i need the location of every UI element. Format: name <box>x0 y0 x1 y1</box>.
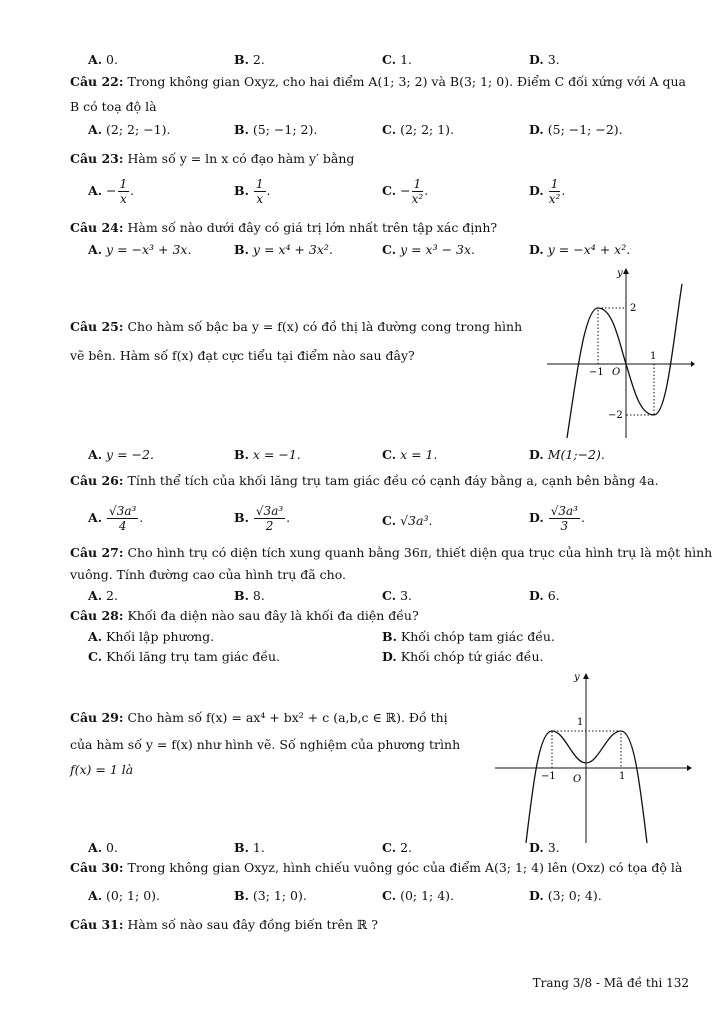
q31-stem: Câu 31: Hàm số nào sau đây đồng biến trên ℝ ? <box>70 917 378 932</box>
q29-option-d[interactable]: D. 3. <box>529 840 560 855</box>
q24-option-a[interactable]: A. y = −x³ + 3x. <box>88 242 192 257</box>
q26-stem: Câu 26: Tính thể tích của khối lăng trụ tam giác đều có cạnh đáy bằng a, cạnh bên bằng 4a. <box>70 473 659 488</box>
q27-stem-line2: vuông. Tính đường cao của hình trụ đã cho. <box>70 567 346 582</box>
q30-option-a[interactable]: A. (0; 1; 0). <box>88 888 161 903</box>
q25-label-y: y <box>617 268 623 279</box>
q29-stem-line3: f(x) = 1 là <box>70 762 134 777</box>
q25-stem-line2: vẽ bên. Hàm số f(x) đạt cực tiểu tại điểm nào sau đây? <box>70 348 415 363</box>
q28-option-c[interactable]: C. Khối lăng trụ tam giác đều. <box>88 649 281 664</box>
q22-option-d[interactable]: D. (5; −1; −2). <box>529 122 623 137</box>
q25-curve <box>567 284 682 438</box>
q25-label-o: O <box>612 367 621 378</box>
q24-stem: Câu 24: Hàm số nào dưới đây có giá trị lớn nhất trên tập xác định? <box>70 220 498 235</box>
q29-x-arrow <box>687 765 692 771</box>
q25-label-m2: −2 <box>608 410 623 421</box>
q30-stem: Câu 30: Trong không gian Oxyz, hình chiếu vuông góc của điểm A(3; 1; 4) lên (Oxz) có tọa độ là <box>70 860 683 875</box>
q27-option-c[interactable]: C. 3. <box>382 588 413 603</box>
q23-option-a[interactable]: A. − $\frac{1}{x}$ . <box>88 177 135 206</box>
q25-option-b[interactable]: B. x = −1. <box>234 447 301 462</box>
q27-option-a[interactable]: A. 2. <box>88 588 118 603</box>
q30-option-b[interactable]: B. (3; 1; 0). <box>234 888 307 903</box>
q25-y-arrow <box>623 268 629 274</box>
q26-option-c[interactable]: C. √3a³. <box>382 513 433 528</box>
q29-label-y: y <box>574 672 580 683</box>
q23-stem: Câu 23: Hàm số y = ln x có đạo hàm y′ bằng <box>70 151 355 166</box>
q25-option-a[interactable]: A. y = −2. <box>88 447 154 462</box>
q28-option-b[interactable]: B. Khối chóp tam giác đều. <box>382 629 555 644</box>
q25-label-1: 1 <box>650 351 657 362</box>
q30-option-c[interactable]: C. (0; 1; 4). <box>382 888 455 903</box>
q22-option-c[interactable]: C. (2; 2; 1). <box>382 122 455 137</box>
q26-option-d[interactable]: D. $\frac{\text{√3a³}}{3}$ . <box>529 504 585 533</box>
q22-option-a[interactable]: A. (2; 2; −1). <box>88 122 171 137</box>
q29-stem-line2: của hàm số y = f(x) như hình vẽ. Số nghiệm của phương trình <box>70 737 461 752</box>
q29-y-arrow <box>583 673 589 679</box>
q29-option-b[interactable]: B. 1. <box>234 840 265 855</box>
q25-options <box>88 446 688 468</box>
q27-stem-line1: Câu 27: Cho hình trụ có diện tích xung quanh bằng 36π, thiết diện qua trục của hình trụ là một hình <box>70 545 713 560</box>
q21-option-a[interactable]: A. 0. <box>88 52 118 67</box>
q24-options <box>88 241 688 263</box>
q25-x-arrow <box>691 361 695 367</box>
q22-stem-line2: B có toạ độ là <box>70 99 157 114</box>
q23-option-c[interactable]: C. − $\frac{1}{\text{x²}}$ . <box>382 177 429 206</box>
q25-guide-max <box>598 308 626 364</box>
q29-label-x1: 1 <box>619 771 626 782</box>
q25-label-m1: −1 <box>589 367 604 378</box>
q25-cubic-graph <box>545 262 695 442</box>
q28-option-d[interactable]: D. Khối chóp tứ giác đều. <box>382 649 544 664</box>
q29-label-o: O <box>573 774 582 785</box>
q23-option-b[interactable]: B. $\frac{1}{x}$ . <box>234 177 271 206</box>
q29-label-1: 1 <box>577 717 584 728</box>
q21-option-d[interactable]: D. 3. <box>529 52 560 67</box>
q23-options <box>88 177 688 206</box>
q25-label-2: 2 <box>630 303 637 314</box>
q26-option-a[interactable]: A. $\frac{\text{√3a³}}{4}$ . <box>88 504 144 533</box>
q26-option-b[interactable]: B. $\frac{\text{√3a³}}{2}$ . <box>234 504 291 533</box>
q26-options <box>88 504 688 533</box>
q27-options <box>88 587 688 609</box>
q28-stem: Câu 28: Khối đa diện nào sau đây là khối đa diện đều? <box>70 608 419 623</box>
q30-options <box>88 887 688 909</box>
q28-options-row1 <box>88 628 688 650</box>
page-footer: Trang 3/8 - Mã đề thi 132 <box>532 976 689 990</box>
q29-quartic-graph <box>493 665 693 845</box>
q25-option-d[interactable]: D. M(1;−2). <box>529 447 605 462</box>
q25-guide-min <box>626 364 654 415</box>
q30-option-d[interactable]: D. (3; 0; 4). <box>529 888 602 903</box>
q29-options <box>88 839 688 861</box>
q21-option-c[interactable]: C. 1. <box>382 52 413 67</box>
q25-option-c[interactable]: C. x = 1. <box>382 447 438 462</box>
q22-option-b[interactable]: B. (5; −1; 2). <box>234 122 318 137</box>
q21-option-b[interactable]: B. 2. <box>234 52 265 67</box>
q22-stem-line1: Câu 22: Trong không gian Oxyz, cho hai điểm A(1; 3; 2) và B(3; 1; 0). Điểm C đối xứng với A qua <box>70 74 686 89</box>
q22-options <box>88 121 688 143</box>
q23-option-d[interactable]: D. $\frac{1}{\text{x²}}$ . <box>529 177 566 206</box>
q27-option-b[interactable]: B. 8. <box>234 588 265 603</box>
q25-stem-line1: Câu 25: Cho hàm số bậc ba y = f(x) có đồ thị là đường cong trong hình <box>70 319 523 334</box>
q29-label-m1: −1 <box>541 771 556 782</box>
q21-options <box>88 51 688 73</box>
q28-option-a[interactable]: A. Khối lập phương. <box>88 629 215 644</box>
q24-option-d[interactable]: D. y = −x⁴ + x². <box>529 242 631 257</box>
q29-option-a[interactable]: A. 0. <box>88 840 118 855</box>
q24-option-c[interactable]: C. y = x³ − 3x. <box>382 242 476 257</box>
q29-option-c[interactable]: C. 2. <box>382 840 413 855</box>
q24-option-b[interactable]: B. y = x⁴ + 3x². <box>234 242 333 257</box>
q27-option-d[interactable]: D. 6. <box>529 588 560 603</box>
q29-stem-line1: Câu 29: Cho hàm số f(x) = ax⁴ + bx² + c (a,b,c ∈ ℝ). Đồ thị <box>70 710 448 725</box>
